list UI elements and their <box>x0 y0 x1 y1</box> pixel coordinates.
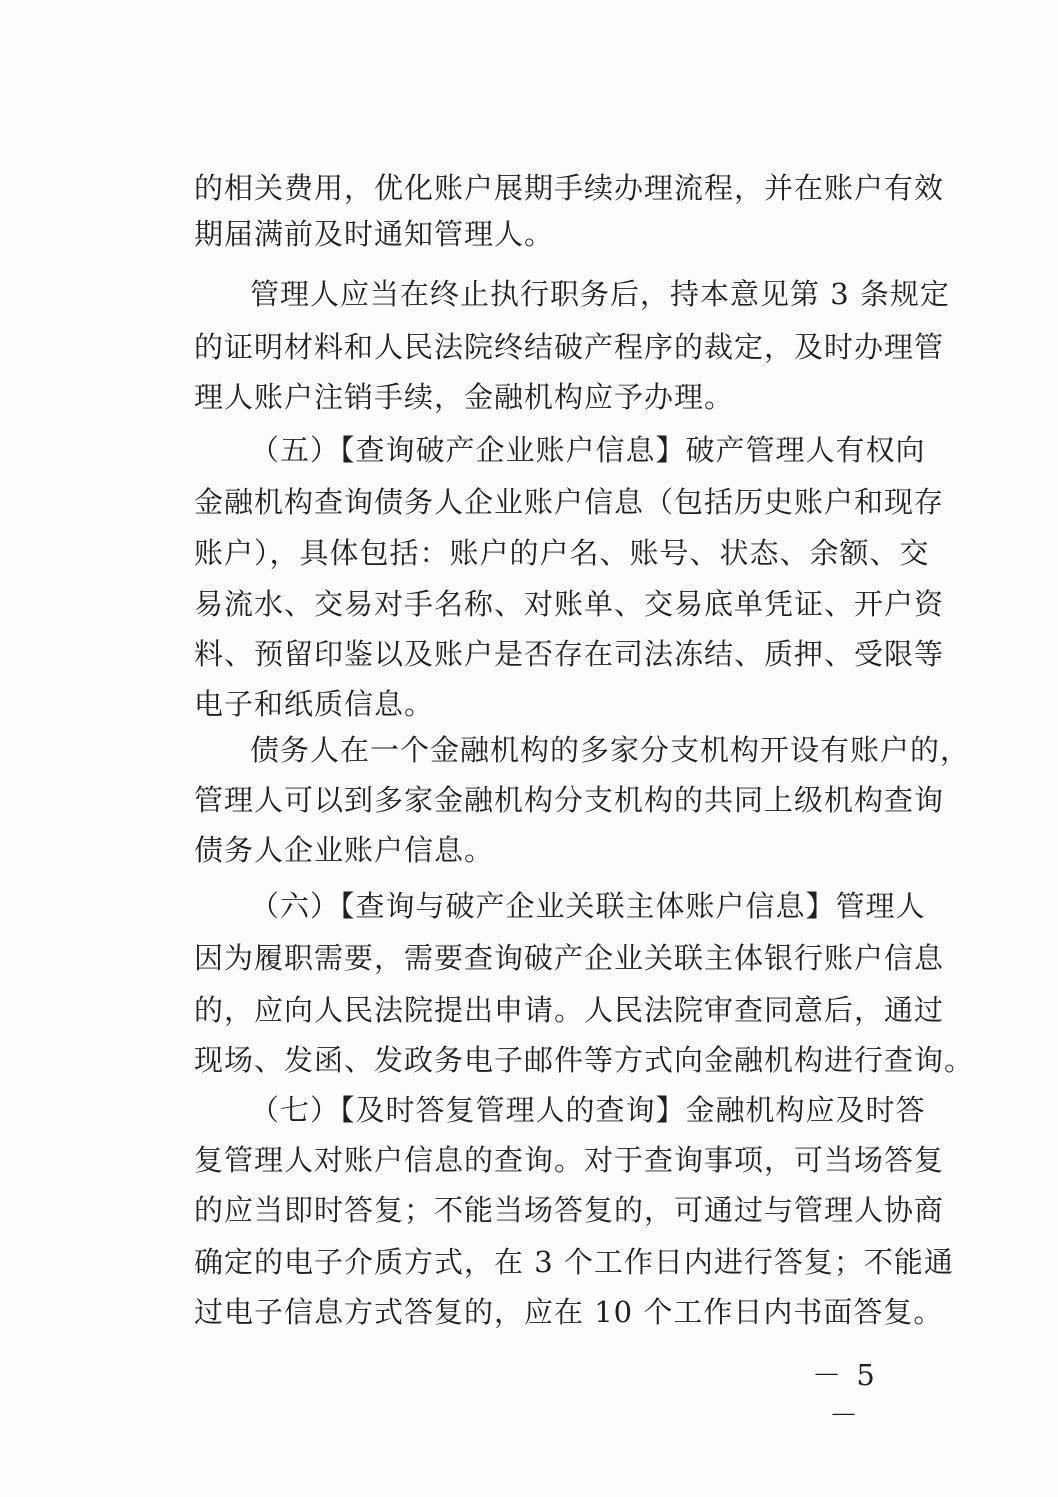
text-line: 的相关费用，优化账户展期手续办理流程，并在账户有效 <box>194 171 945 205</box>
text-line: 因为履职需要，需要查询破产企业关联主体银行账户信息 <box>194 941 945 975</box>
text-line: 的证明材料和人民法院终结破产程序的裁定，及时办理管 <box>194 330 945 364</box>
text-line: 债务人在一个金融机构的多家分支机构开设有账户的， <box>250 733 971 767</box>
text-line: 债务人企业账户信息。 <box>194 833 495 867</box>
text-line: 易流水、交易对手名称、对账单、交易底单凭证、开户资 <box>194 587 945 621</box>
text-line: 的，应向人民法院提出申请。人民法院审查同意后，通过 <box>194 993 945 1027</box>
text-line: 期届满前及时通知管理人。 <box>194 217 555 251</box>
text-line: 管理人应当在终止执行职务后，持本意见第 3 条规定 <box>250 277 950 311</box>
page-number: － 5 － <box>812 1358 878 1432</box>
text-line: 确定的电子介质方式，在 3 个工作日内进行答复；不能通 <box>194 1245 954 1279</box>
section-heading-line: （六）【查询与破产企业关联主体账户信息】管理人 <box>250 889 926 923</box>
section-heading-line: （五）【查询破产企业账户信息】破产管理人有权向 <box>250 433 926 467</box>
text-line: 现场、发函、发政务电子邮件等方式向金融机构进行查询。 <box>194 1043 975 1077</box>
text-line: 的应当即时答复；不能当场答复的，可通过与管理人协商 <box>194 1193 945 1227</box>
text-line: 复管理人对账户信息的查询。对于查询事项，可当场答复 <box>194 1143 945 1177</box>
text-line: 账户），具体包括：账户的户名、账号、状态、余额、交 <box>194 536 930 570</box>
text-line: 过电子信息方式答复的，应在 10 个工作日内书面答复。 <box>194 1295 944 1329</box>
text-line: 管理人可以到多家金融机构分支机构的共同上级机构查询 <box>194 783 945 817</box>
text-line: 电子和纸质信息。 <box>194 687 435 721</box>
text-line: 金融机构查询债务人企业账户信息（包括历史账户和现存 <box>194 485 945 519</box>
text-line: 料、预留印鉴以及账户是否存在司法冻结、质押、受限等 <box>194 637 945 671</box>
section-heading-line: （七）【及时答复管理人的查询】金融机构应及时答 <box>250 1093 926 1127</box>
text-line: 理人账户注销手续，金融机构应予办理。 <box>194 380 735 414</box>
